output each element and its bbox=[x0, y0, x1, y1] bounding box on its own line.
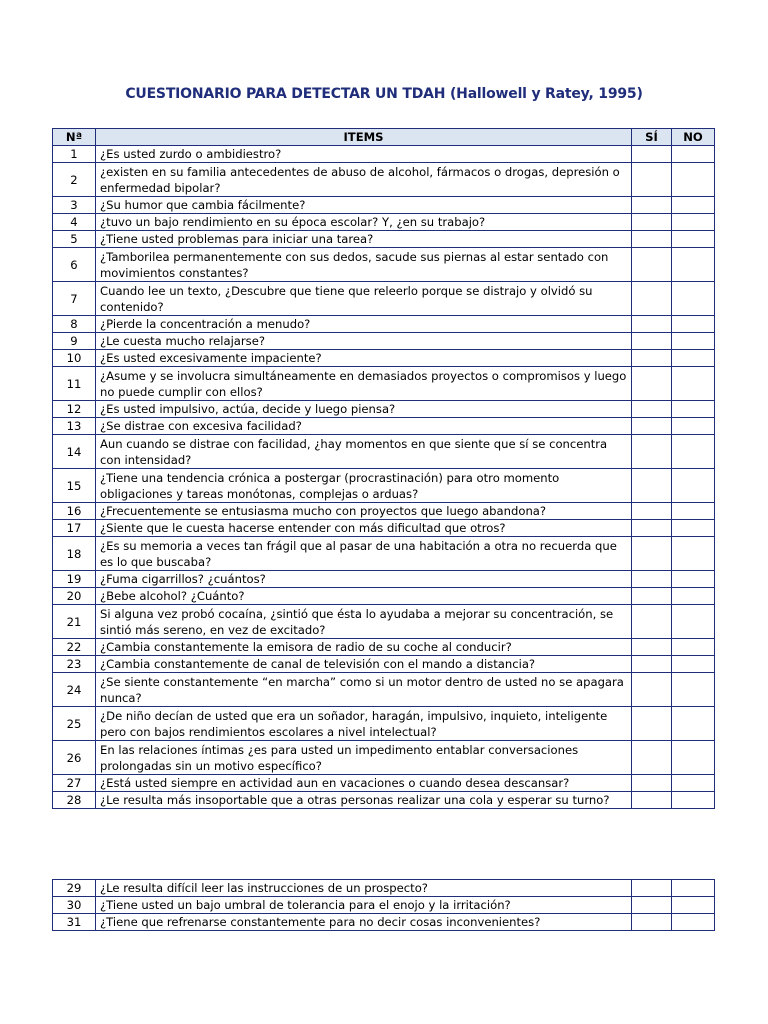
answer-no-cell[interactable] bbox=[672, 333, 715, 350]
question-number: 6 bbox=[53, 248, 96, 282]
table-row bbox=[53, 333, 715, 350]
answer-no-cell[interactable] bbox=[672, 163, 715, 197]
table-row bbox=[53, 146, 715, 163]
question-number: 22 bbox=[53, 639, 96, 656]
question-text: Si alguna vez probó cocaína, ¿sintió que ésta lo ayudaba a mejorar su concentración, se sintió más sereno, en vez de excitado? bbox=[96, 605, 632, 639]
question-number: 11 bbox=[53, 367, 96, 401]
question-number: 28 bbox=[53, 792, 96, 809]
answer-si-cell[interactable] bbox=[632, 775, 672, 792]
answer-si-cell[interactable] bbox=[632, 197, 672, 214]
column-header-no: NO bbox=[672, 129, 715, 146]
table-row bbox=[53, 775, 715, 792]
answer-si-cell[interactable] bbox=[632, 792, 672, 809]
answer-no-cell[interactable] bbox=[672, 537, 715, 571]
answer-no-cell[interactable] bbox=[672, 914, 715, 931]
question-number: 29 bbox=[53, 880, 96, 897]
question-number: 27 bbox=[53, 775, 96, 792]
answer-si-cell[interactable] bbox=[632, 214, 672, 231]
question-number: 26 bbox=[53, 741, 96, 775]
question-text: ¿Está usted siempre en actividad aun en vacaciones o cuando desea descansar? bbox=[96, 775, 632, 792]
answer-si-cell[interactable] bbox=[632, 282, 672, 316]
table-row bbox=[53, 248, 715, 282]
answer-si-cell[interactable] bbox=[632, 520, 672, 537]
question-number: 10 bbox=[53, 350, 96, 367]
question-text: ¿Cambia constantemente la emisora de radio de su coche al conducir? bbox=[96, 639, 632, 656]
answer-no-cell[interactable] bbox=[672, 350, 715, 367]
question-text: ¿Es usted excesivamente impaciente? bbox=[96, 350, 632, 367]
question-text: ¿tuvo un bajo rendimiento en su época escolar? Y, ¿en su trabajo? bbox=[96, 214, 632, 231]
question-text: ¿existen en su familia antecedentes de abuso de alcohol, fármacos o drogas, depresión o enfermedad bipolar? bbox=[96, 163, 632, 197]
answer-si-cell[interactable] bbox=[632, 880, 672, 897]
answer-si-cell[interactable] bbox=[632, 897, 672, 914]
answer-si-cell[interactable] bbox=[632, 316, 672, 333]
answer-si-cell[interactable] bbox=[632, 571, 672, 588]
answer-no-cell[interactable] bbox=[672, 656, 715, 673]
table-row bbox=[53, 571, 715, 588]
question-text: ¿Asume y se involucra simultáneamente en demasiados proyectos o compromisos y luego no puede cumplir con ellos? bbox=[96, 367, 632, 401]
answer-no-cell[interactable] bbox=[672, 282, 715, 316]
question-number: 5 bbox=[53, 231, 96, 248]
answer-no-cell[interactable] bbox=[672, 248, 715, 282]
answer-no-cell[interactable] bbox=[672, 639, 715, 656]
question-text: ¿Bebe alcohol? ¿Cuánto? bbox=[96, 588, 632, 605]
table-row bbox=[53, 197, 715, 214]
question-number: 16 bbox=[53, 503, 96, 520]
question-number: 4 bbox=[53, 214, 96, 231]
question-text: ¿Fuma cigarrillos? ¿cuántos? bbox=[96, 571, 632, 588]
question-number: 18 bbox=[53, 537, 96, 571]
answer-no-cell[interactable] bbox=[672, 792, 715, 809]
answer-no-cell[interactable] bbox=[672, 197, 715, 214]
question-text: ¿Le cuesta mucho relajarse? bbox=[96, 333, 632, 350]
question-text: ¿Frecuentemente se entusiasma mucho con proyectos que luego abandona? bbox=[96, 503, 632, 520]
answer-no-cell[interactable] bbox=[672, 146, 715, 163]
question-text: ¿Le resulta más insoportable que a otras personas realizar una cola y esperar su turno? bbox=[96, 792, 632, 809]
answer-si-cell[interactable] bbox=[632, 673, 672, 707]
question-text: Aun cuando se distrae con facilidad, ¿hay momentos en que siente que sí se concentra con intensidad? bbox=[96, 435, 632, 469]
table-row bbox=[53, 282, 715, 316]
answer-no-cell[interactable] bbox=[672, 775, 715, 792]
table-row bbox=[53, 503, 715, 520]
answer-no-cell[interactable] bbox=[672, 707, 715, 741]
answer-no-cell[interactable] bbox=[672, 418, 715, 435]
table-row bbox=[53, 792, 715, 809]
question-number: 2 bbox=[53, 163, 96, 197]
question-text: Cuando lee un texto, ¿Descubre que tiene que releerlo porque se distrajo y olvidó su contenido? bbox=[96, 282, 632, 316]
answer-no-cell[interactable] bbox=[672, 880, 715, 897]
question-number: 24 bbox=[53, 673, 96, 707]
question-number: 20 bbox=[53, 588, 96, 605]
answer-no-cell[interactable] bbox=[672, 571, 715, 588]
question-number: 17 bbox=[53, 520, 96, 537]
table-header-row bbox=[53, 129, 715, 146]
table-row bbox=[53, 639, 715, 656]
question-number: 1 bbox=[53, 146, 96, 163]
answer-no-cell[interactable] bbox=[672, 316, 715, 333]
table-row bbox=[53, 350, 715, 367]
question-text: ¿Es usted zurdo o ambidiestro? bbox=[96, 146, 632, 163]
table-row bbox=[53, 880, 715, 897]
table-row bbox=[53, 231, 715, 248]
answer-si-cell[interactable] bbox=[632, 656, 672, 673]
question-text: ¿Cambia constantemente de canal de televisión con el mando a distancia? bbox=[96, 656, 632, 673]
question-text: ¿Tiene usted un bajo umbral de tolerancia para el enojo y la irritación? bbox=[96, 897, 632, 914]
question-text: ¿Se distrae con excesiva facilidad? bbox=[96, 418, 632, 435]
question-number: 15 bbox=[53, 469, 96, 503]
question-text: ¿Es usted impulsivo, actúa, decide y luego piensa? bbox=[96, 401, 632, 418]
answer-si-cell[interactable] bbox=[632, 537, 672, 571]
question-number: 25 bbox=[53, 707, 96, 741]
answer-si-cell[interactable] bbox=[632, 605, 672, 639]
answer-si-cell[interactable] bbox=[632, 401, 672, 418]
answer-no-cell[interactable] bbox=[672, 214, 715, 231]
answer-no-cell[interactable] bbox=[672, 520, 715, 537]
question-number: 13 bbox=[53, 418, 96, 435]
question-text: En las relaciones íntimas ¿es para usted un impedimento entablar conversaciones prolongadas sin un motivo específico? bbox=[96, 741, 632, 775]
table-row bbox=[53, 656, 715, 673]
questionnaire-table bbox=[52, 128, 715, 809]
answer-si-cell[interactable] bbox=[632, 367, 672, 401]
column-header-items: ITEMS bbox=[96, 129, 632, 146]
answer-si-cell[interactable] bbox=[632, 914, 672, 931]
table-row bbox=[53, 673, 715, 707]
question-text: ¿Se siente constantemente “en marcha” como si un motor dentro de usted no se apagara nunca? bbox=[96, 673, 632, 707]
question-text: ¿Pierde la concentración a menudo? bbox=[96, 316, 632, 333]
table-row bbox=[53, 418, 715, 435]
answer-si-cell[interactable] bbox=[632, 435, 672, 469]
answer-si-cell[interactable] bbox=[632, 163, 672, 197]
table-row bbox=[53, 520, 715, 537]
question-text: ¿Tamborilea permanentemente con sus dedos, sacude sus piernas al estar sentado con movimientos constantes? bbox=[96, 248, 632, 282]
answer-no-cell[interactable] bbox=[672, 503, 715, 520]
table-row bbox=[53, 469, 715, 503]
question-text: ¿Tiene que refrenarse constantemente para no decir cosas inconvenientes? bbox=[96, 914, 632, 931]
table-row bbox=[53, 401, 715, 418]
answer-no-cell[interactable] bbox=[672, 673, 715, 707]
question-number: 9 bbox=[53, 333, 96, 350]
table-row bbox=[53, 367, 715, 401]
answer-no-cell[interactable] bbox=[672, 435, 715, 469]
answer-si-cell[interactable] bbox=[632, 350, 672, 367]
answer-si-cell[interactable] bbox=[632, 588, 672, 605]
question-text: ¿Su humor que cambia fácilmente? bbox=[96, 197, 632, 214]
column-header-number: Nª bbox=[53, 129, 96, 146]
question-text: ¿Siente que le cuesta hacerse entender con más dificultad que otros? bbox=[96, 520, 632, 537]
table-row bbox=[53, 214, 715, 231]
question-number: 3 bbox=[53, 197, 96, 214]
answer-no-cell[interactable] bbox=[672, 469, 715, 503]
question-text: ¿Tiene usted problemas para iniciar una tarea? bbox=[96, 231, 632, 248]
answer-no-cell[interactable] bbox=[672, 588, 715, 605]
question-text: ¿Es su memoria a veces tan frágil que al pasar de una habitación a otra no recuerda que es lo que buscaba? bbox=[96, 537, 632, 571]
answer-si-cell[interactable] bbox=[632, 469, 672, 503]
answer-si-cell[interactable] bbox=[632, 248, 672, 282]
question-number: 7 bbox=[53, 282, 96, 316]
questionnaire-table-continued bbox=[52, 879, 715, 931]
answer-no-cell[interactable] bbox=[672, 741, 715, 775]
table-row bbox=[53, 741, 715, 775]
table-row bbox=[53, 588, 715, 605]
answer-si-cell[interactable] bbox=[632, 146, 672, 163]
question-number: 14 bbox=[53, 435, 96, 469]
answer-no-cell[interactable] bbox=[672, 605, 715, 639]
question-number: 12 bbox=[53, 401, 96, 418]
answer-si-cell[interactable] bbox=[632, 639, 672, 656]
question-number: 21 bbox=[53, 605, 96, 639]
column-header-si: SÍ bbox=[632, 129, 672, 146]
answer-no-cell[interactable] bbox=[672, 401, 715, 418]
table-row bbox=[53, 537, 715, 571]
question-number: 31 bbox=[53, 914, 96, 931]
question-number: 19 bbox=[53, 571, 96, 588]
answer-no-cell[interactable] bbox=[672, 231, 715, 248]
table-row bbox=[53, 897, 715, 914]
answer-si-cell[interactable] bbox=[632, 707, 672, 741]
answer-si-cell[interactable] bbox=[632, 418, 672, 435]
page-title: CUESTIONARIO PARA DETECTAR UN TDAH (Hallowell y Ratey, 1995) bbox=[125, 86, 643, 102]
answer-si-cell[interactable] bbox=[632, 231, 672, 248]
table-row bbox=[53, 605, 715, 639]
table-row bbox=[53, 435, 715, 469]
answer-si-cell[interactable] bbox=[632, 333, 672, 350]
question-text: ¿Tiene una tendencia crónica a postergar (procrastinación) para otro momento obligaciones y tareas monótonas, complejas o arduas? bbox=[96, 469, 632, 503]
question-number: 8 bbox=[53, 316, 96, 333]
answer-si-cell[interactable] bbox=[632, 503, 672, 520]
question-text: ¿De niño decían de usted que era un soñador, haragán, impulsivo, inquieto, inteligente pero con bajos rendimientos escolares a nivel intelectual? bbox=[96, 707, 632, 741]
answer-si-cell[interactable] bbox=[632, 741, 672, 775]
question-text: ¿Le resulta difícil leer las instrucciones de un prospecto? bbox=[96, 880, 632, 897]
question-number: 23 bbox=[53, 656, 96, 673]
answer-no-cell[interactable] bbox=[672, 897, 715, 914]
table-row bbox=[53, 163, 715, 197]
question-number: 30 bbox=[53, 897, 96, 914]
answer-no-cell[interactable] bbox=[672, 367, 715, 401]
table-row bbox=[53, 316, 715, 333]
table-row bbox=[53, 914, 715, 931]
table-row bbox=[53, 707, 715, 741]
